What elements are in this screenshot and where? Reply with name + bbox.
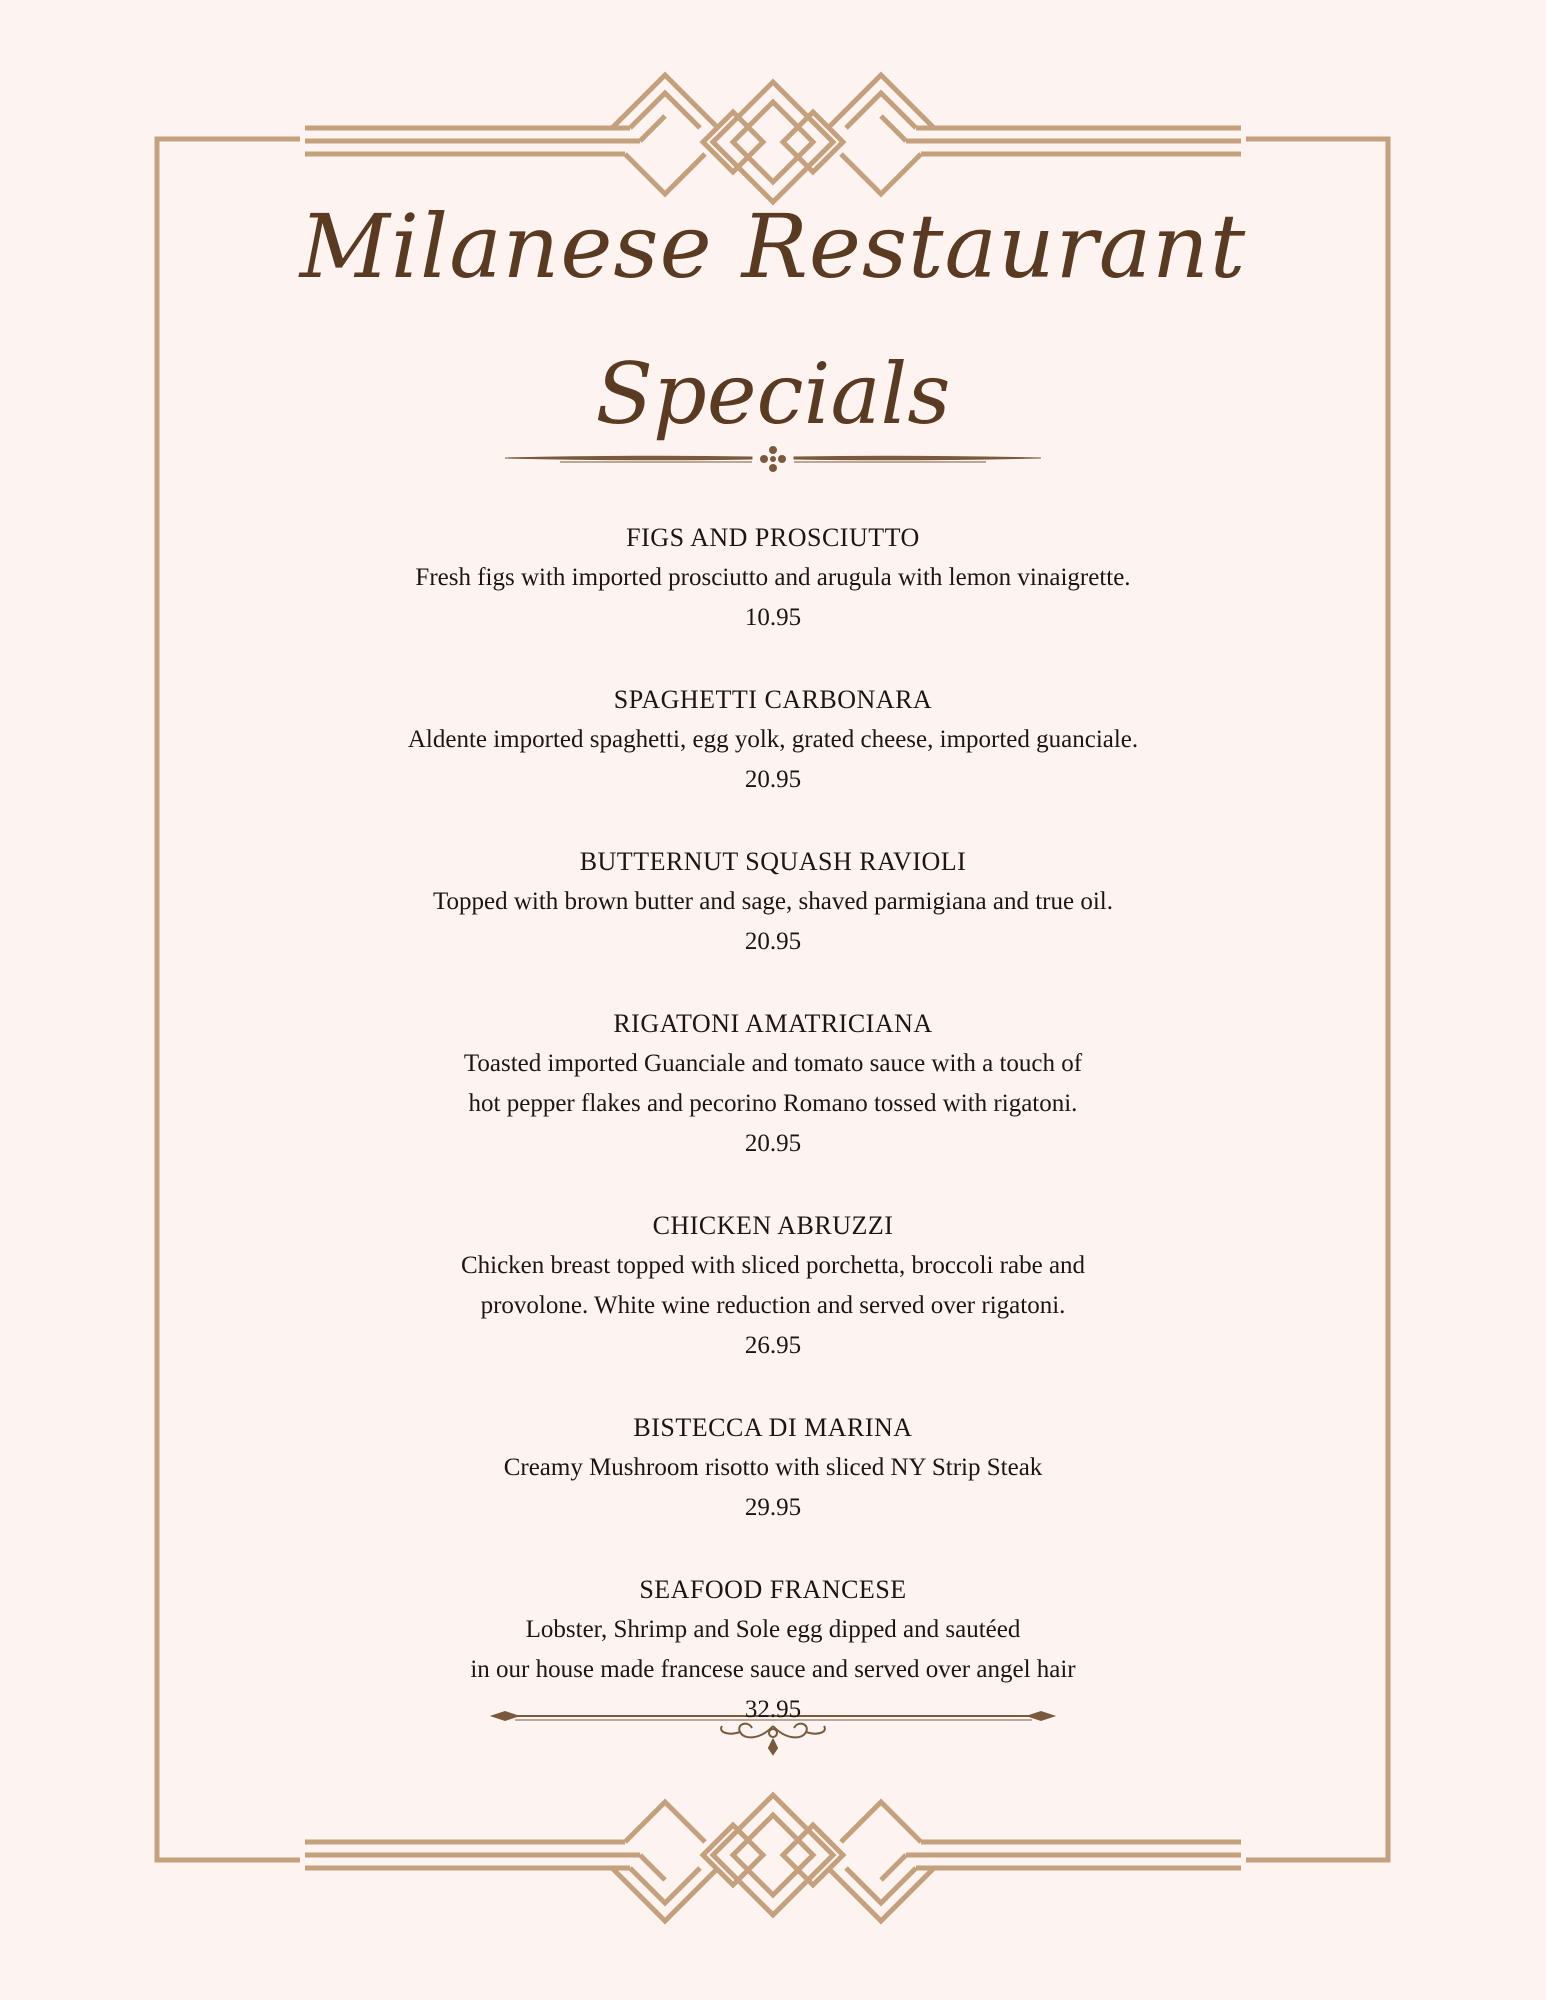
menu-item-name: SPAGHETTI CARBONARA [613, 685, 933, 714]
menu-item-price: 29.95 [744, 1494, 802, 1521]
menu-item [0, 1206, 1546, 1366]
menu-item [0, 1570, 1546, 1730]
menu-item-description: Chicken breast topped with sliced porchetta, broccoli rabe and [460, 1252, 1086, 1279]
menu-item-description: Aldente imported spaghetti, egg yolk, grated cheese, imported guanciale. [407, 726, 1139, 753]
menu-item-name: CHICKEN ABRUZZI [652, 1211, 894, 1240]
menu-item-description: Fresh figs with imported prosciutto and arugula with lemon vinaigrette. [415, 564, 1131, 591]
menu-item-name: BISTECCA DI MARINA [633, 1413, 913, 1442]
menu-item-name: FIGS AND PROSCIUTTO [626, 523, 920, 552]
restaurant-name: Milanese Restaurant [299, 195, 1247, 298]
menu-item [0, 842, 1546, 962]
menu-list [0, 518, 1546, 1772]
menu-item-description: Lobster, Shrimp and Sole egg dipped and sautéed [525, 1616, 1021, 1643]
menu-item-name: BUTTERNUT SQUASH RAVIOLI [579, 847, 967, 876]
menu-item-price: 26.95 [744, 1332, 802, 1359]
page-heading: Specials [595, 345, 951, 443]
bottom-deco-ornament [300, 1795, 1246, 1921]
menu-item-description: provolone. White wine reduction and served over rigatoni. [480, 1292, 1066, 1319]
menu-item-name: SEAFOOD FRANCESE [639, 1575, 907, 1604]
menu-item [0, 680, 1546, 800]
menu-item-description: Creamy Mushroom risotto with sliced NY Strip Steak [503, 1454, 1043, 1481]
menu-item-description: Toasted imported Guanciale and tomato sauce with a touch of [463, 1050, 1083, 1077]
menu-item [0, 518, 1546, 638]
menu-item-description: Topped with brown butter and sage, shaved parmigiana and true oil. [432, 888, 1113, 915]
menu-item-price: 10.95 [744, 604, 802, 631]
menu-item-price: 20.95 [744, 928, 802, 955]
menu-item-price: 20.95 [744, 766, 802, 793]
menu-item-name: RIGATONI AMATRICIANA [613, 1009, 933, 1038]
menu-item [0, 1408, 1546, 1528]
menu-item-description: hot pepper flakes and pecorino Romano tossed with rigatoni. [468, 1090, 1078, 1117]
heading-divider-ornament [505, 446, 1041, 472]
menu-item [0, 1004, 1546, 1164]
menu-item-price: 20.95 [744, 1130, 802, 1157]
top-deco-ornament [300, 75, 1246, 202]
menu-item-description: in our house made francese sauce and served over angel hair [470, 1656, 1076, 1683]
menu-item-price: 32.95 [744, 1696, 802, 1723]
